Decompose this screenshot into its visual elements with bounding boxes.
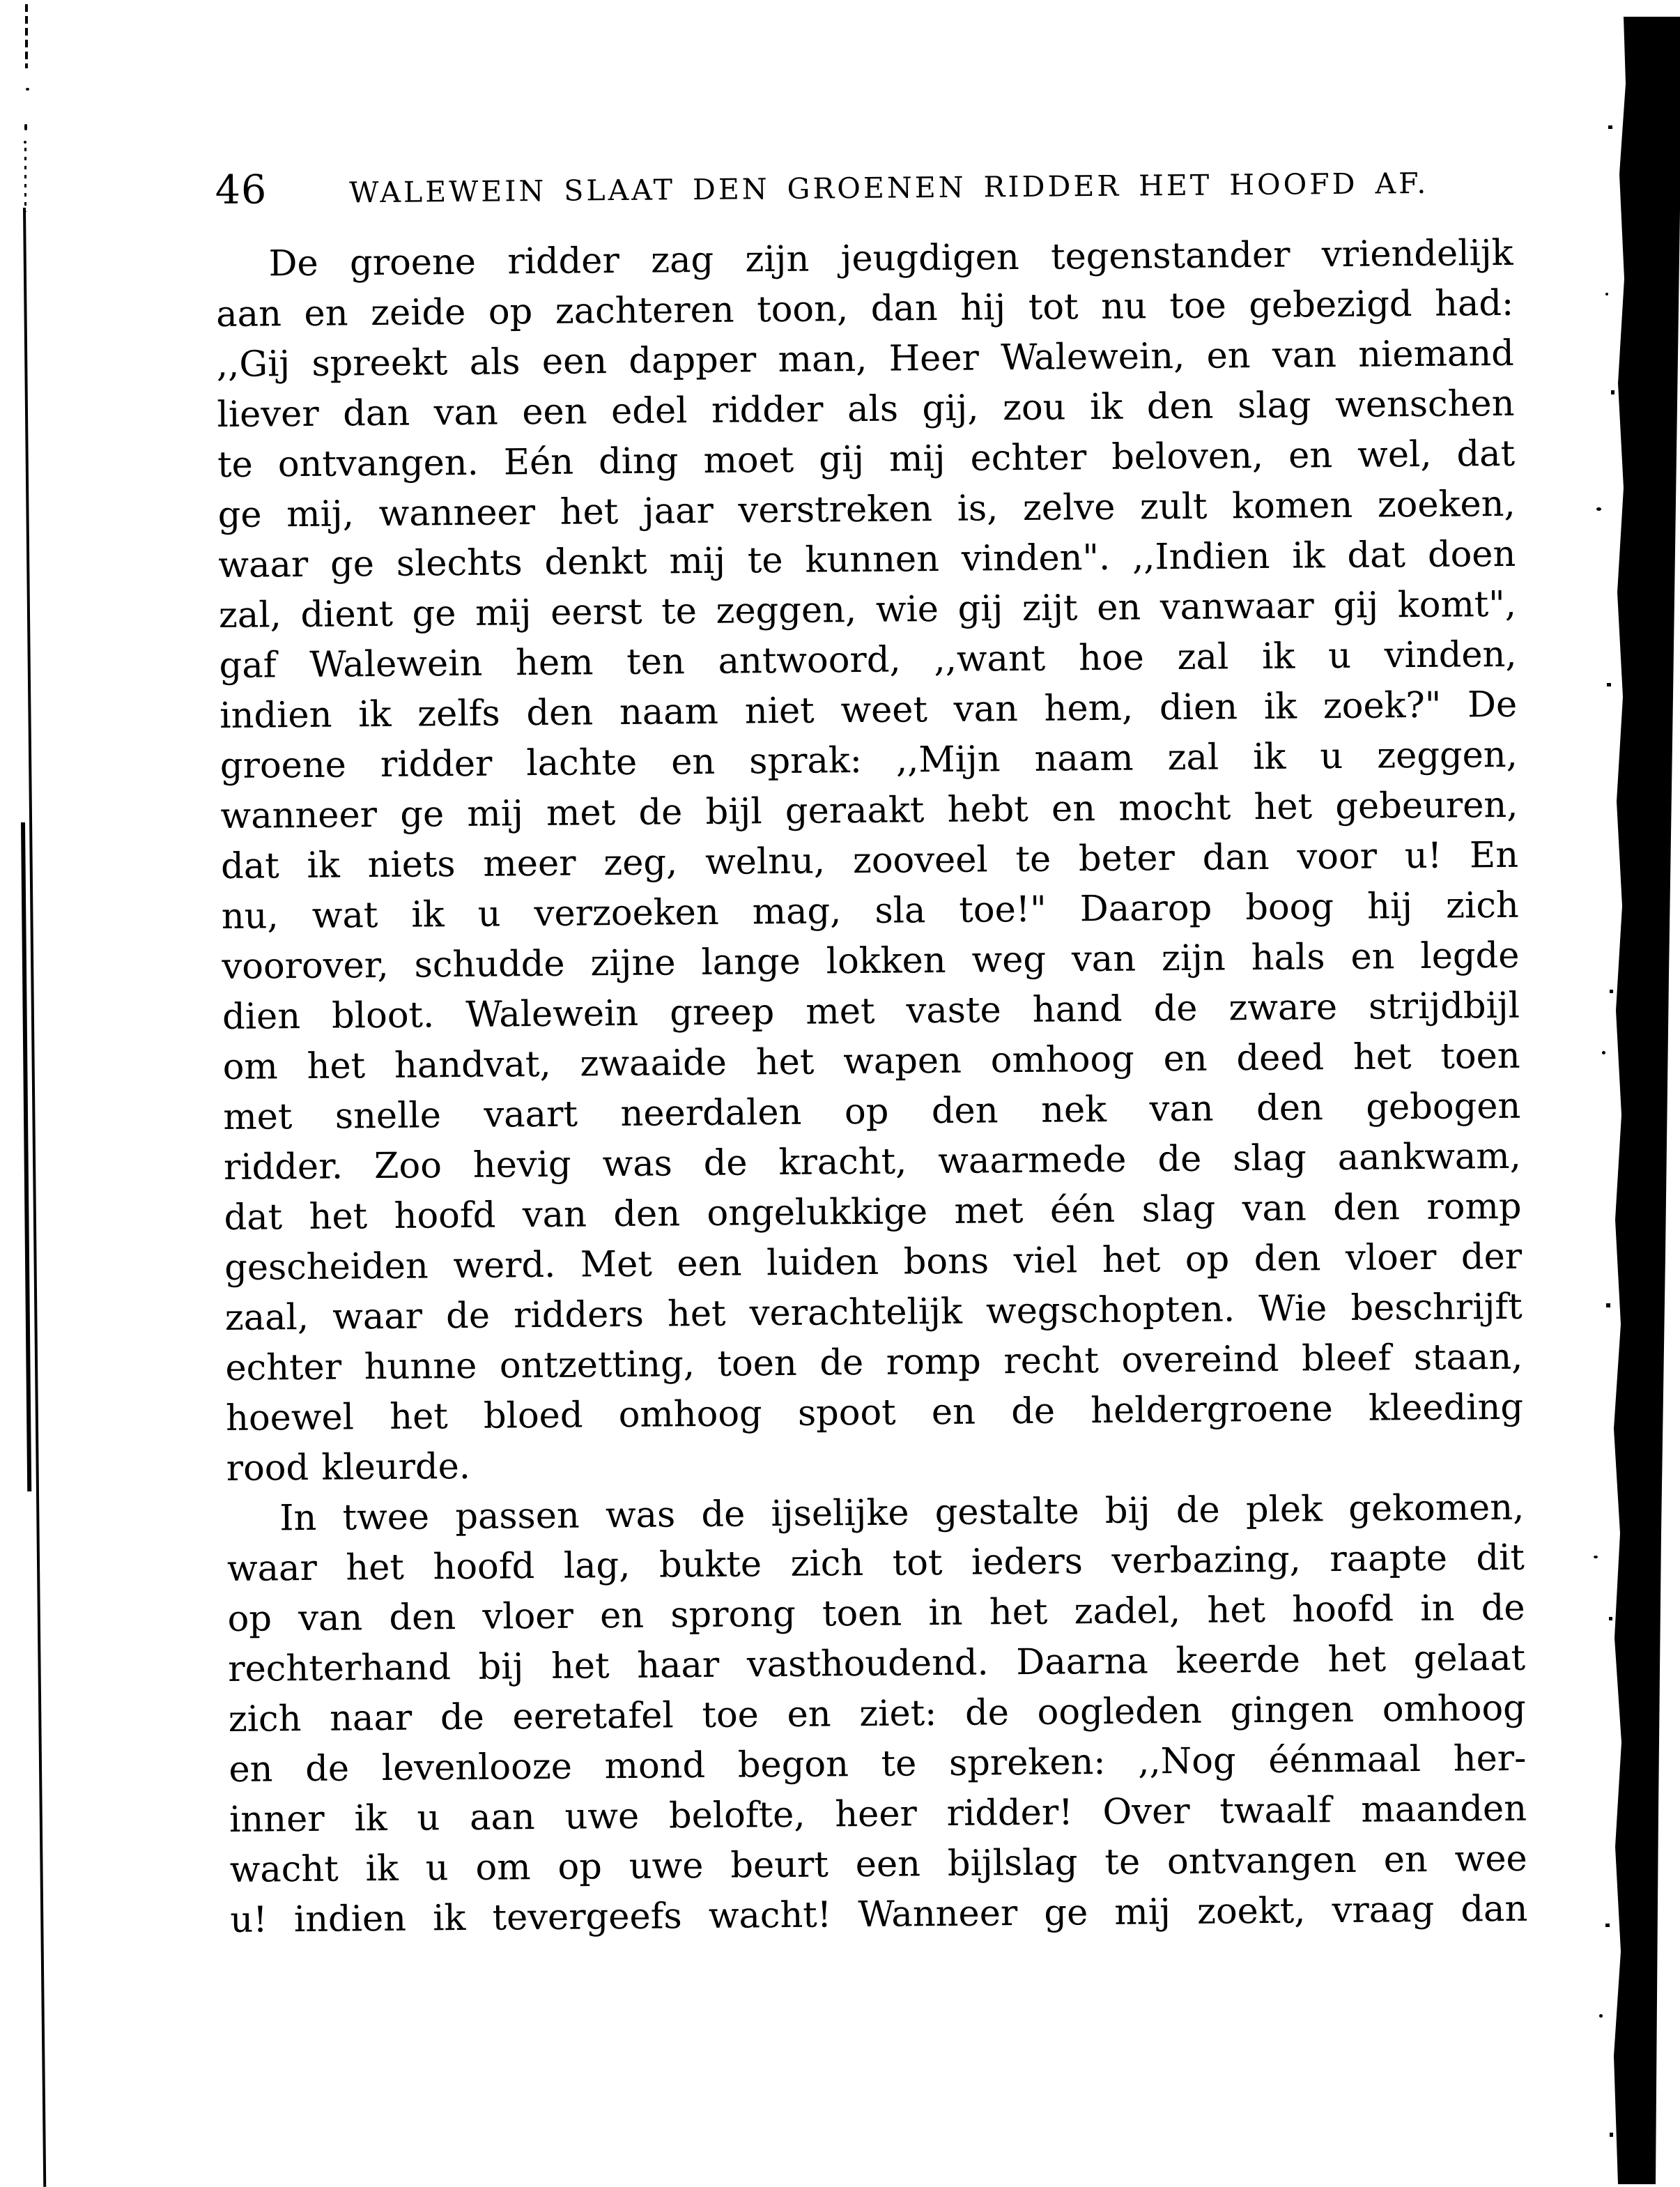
scan-speck	[1602, 1051, 1605, 1054]
body-text	[215, 229, 1527, 1946]
scan-speck	[26, 88, 29, 91]
text-line: liever dan van een edel ridder als gij, zou ik den slag wenschen	[217, 383, 1515, 436]
text-line: gaf Walewein hem ten antwoord, ,,want hoe zal ik u vinden,	[219, 634, 1517, 687]
text-line: dien bloot. Walewein greep met vaste hand de zware strijdbijl	[222, 985, 1520, 1038]
text-line: voorover, schudde zijne lange lokken weg van zijn hals en legde	[222, 935, 1520, 988]
text-line: wanneer ge mij met de bijl geraakt hebt en mocht het gebeuren,	[220, 784, 1518, 838]
running-title: WALEWEIN SLAAT DEN GROENEN RIDDER HET HOOFD AF.	[349, 166, 1429, 210]
text-line: ,,Gij spreekt als een dapper man, Heer Walewein, en van niemand	[216, 332, 1515, 386]
text-line: en de levenlooze mond begon te spreken: ,,Nog éénmaal her-	[229, 1737, 1527, 1790]
text-line: inner ik u aan uwe belofte, heer ridder! Over twaalf maanden	[229, 1788, 1527, 1841]
text-line: nu, wat ik u verzoeken mag, sla toe!" Daarop boog hij zich	[221, 884, 1519, 938]
text-line: rechterhand bij het haar vasthoudend. Daarna keerde het gelaat	[227, 1637, 1526, 1690]
text-line: De groene ridder zag zijn jeugdigen tegenstander vriendelijk	[268, 232, 1513, 285]
text-line: indien ik zelfs den naam niet weet van hem, dien ik zoek?" De	[219, 684, 1518, 737]
scan-left-line-dotted	[24, 148, 26, 212]
scan-left-line-dashed	[25, 4, 28, 68]
text-line: ge mij, wanneer het jaar verstreken is, zelve zult komen zoeken,	[217, 483, 1516, 537]
text-line: hoewel het bloed omhoog spoot en de heldergroene kleeding	[225, 1386, 1524, 1439]
scan-speck	[1596, 507, 1601, 511]
text-line: dat het hoofd van den ongelukkige met één slag van den romp	[224, 1185, 1522, 1238]
text-line: ridder. Zoo hevig was de kracht, waarmede de slag aankwam,	[223, 1135, 1522, 1188]
scan-speck	[24, 141, 26, 144]
text-line: waar het hoofd lag, bukte zich tot ieders verbazing, raapte dit	[226, 1537, 1525, 1590]
scan-speck	[1594, 1556, 1598, 1558]
page-content	[215, 166, 1528, 1946]
text-line: rood kleurde.	[226, 1445, 471, 1489]
text-line: te ontvangen. Eén ding moet gij mij echter beloven, en wel, dat	[217, 433, 1516, 486]
text-line: zich naar de eeretafel toe en ziet: de oogleden gingen omhoog	[228, 1687, 1527, 1740]
text-line: op van den vloer en sprong toen in het zadel, het hoofd in de	[227, 1587, 1525, 1640]
text-line: om het handvat, zwaaide het wapen omhoog en deed het toen	[222, 1035, 1520, 1089]
text-line: u! indien ik tevergeefs wacht! Wanneer ge mij zoekt, vraag dan	[230, 1888, 1528, 1941]
scan-speck	[1599, 2014, 1603, 2018]
text-line: aan en zeide op zachteren toon, dan hij tot nu toe gebezigd had:	[215, 282, 1514, 336]
page-number: 46	[215, 167, 268, 214]
text-line: zaal, waar de ridders het verachtelijk wegschopten. Wie beschrijft	[224, 1286, 1523, 1339]
text-line: In twee passen was de ijselijke gestalte bij de plek gekomen,	[279, 1487, 1525, 1540]
text-line: wacht ik u om op uwe beurt een bijlslag te ontvangen en wee	[229, 1838, 1527, 1891]
text-line: gescheiden werd. Met een luiden bons viel het op den vloer der	[224, 1236, 1523, 1289]
text-line: zal, dient ge mij eerst te zeggen, wie gij zijt en vanwaar gij komt",	[218, 583, 1517, 637]
scan-speck	[24, 124, 27, 130]
text-line: echter hunne ontzetting, toen de romp recht overeind bleef staan,	[225, 1336, 1523, 1389]
text-line: waar ge slechts denkt mij te kunnen vinden". ,,Indien ik dat doen	[218, 533, 1516, 587]
running-header	[215, 156, 1513, 213]
text-line: groene ridder lachte en sprak: ,,Mijn naam zal ik u zeggen,	[219, 734, 1518, 788]
scan-speck	[1605, 293, 1608, 296]
text-line: met snelle vaart neerdalen op den nek van den gebogen	[223, 1085, 1521, 1138]
text-line: dat ik niets meer zeg, welnu, zooveel te beter dan voor u! En	[220, 834, 1519, 888]
